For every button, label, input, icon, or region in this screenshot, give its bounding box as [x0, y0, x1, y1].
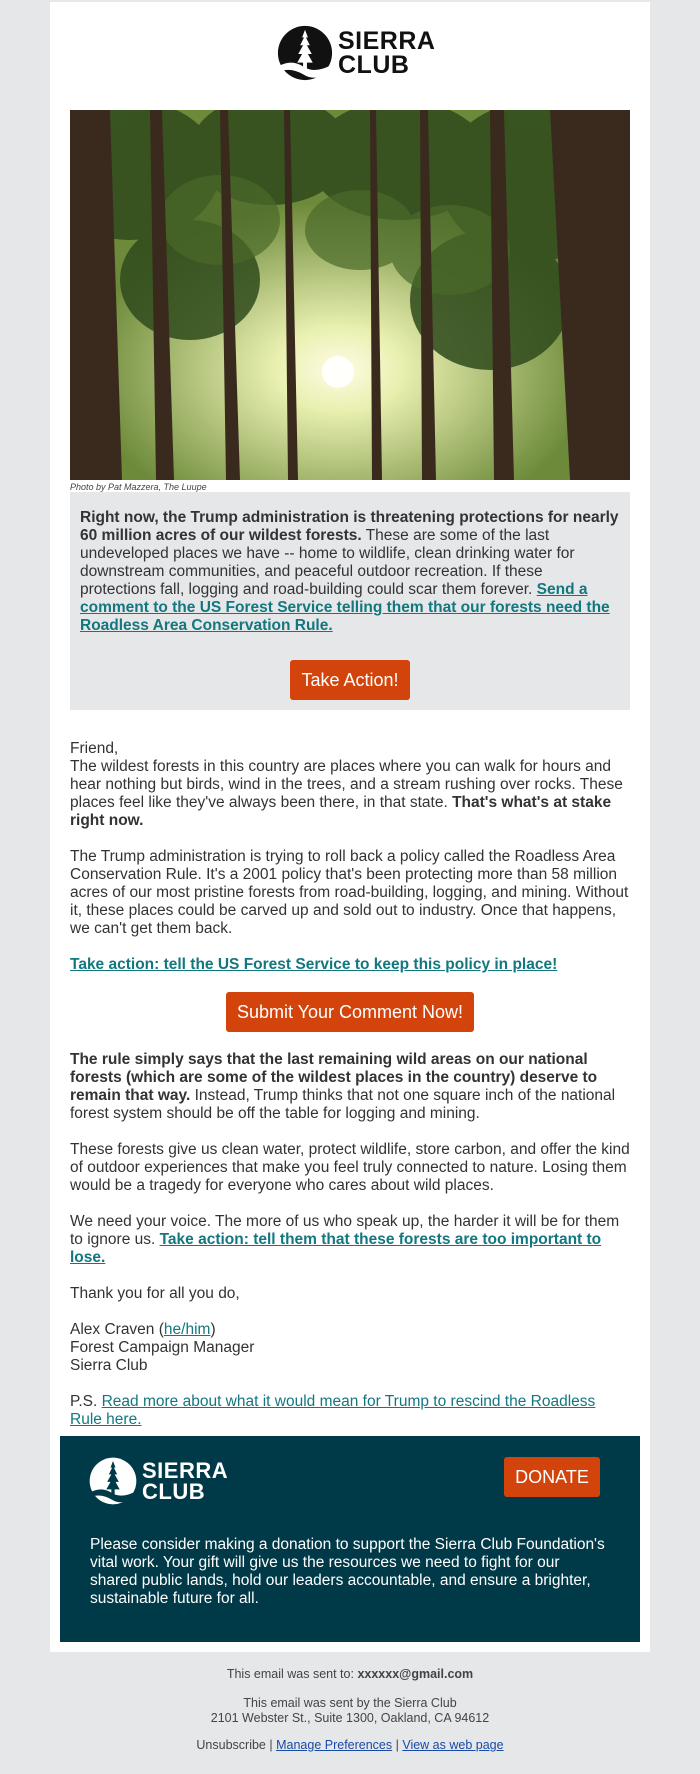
forests-important-link[interactable]: Take action: tell them that these forests are too important to lose. — [70, 1231, 602, 1266]
pronoun-link[interactable]: he/him — [163, 1321, 211, 1338]
sierra-club-logo[interactable] — [276, 24, 436, 82]
donation-appeal-text: Please consider making a donation to support the Sierra Club Foundation's vital work. Your gift will give us the resources we need to fight for our shared public lands, hold our leaders accountable, and ensure a brighter, sustainable future for all. — [90, 1536, 605, 1607]
donate-button[interactable]: DONATE — [504, 1457, 600, 1497]
body-paragraph-2: The Trump administration is trying to roll back a policy called the Roadless Area Conservation Rule. It's a 2001 policy that's been protecting more than 58 million acres of our most pristine forests from road-building, logging, and mining. Without it, these places could be carved up and sold out to industry. Once that happens, we can't get them back. — [70, 848, 629, 937]
cta-paragraph — [70, 956, 630, 974]
email-body — [70, 740, 630, 1447]
photo-caption: Photo by Pat Mazzera, The Luupe — [70, 482, 207, 492]
callout-paragraph — [80, 509, 620, 635]
email-links: Unsubscribe | Manage Preferences | View as web page — [196, 1738, 504, 1752]
callout-comment-link[interactable]: Send a comment to the US Forest Service telling them that our forests need the Roadless Area Conservation Rule. — [80, 581, 610, 634]
sender-address: 2101 Webster St., Suite 1300, Oakland, CA 94612 — [210, 1711, 490, 1725]
callout-text: These are some of the last undeveloped places we have -- home to wildlife, clean drinking water for downstream communities, and peaceful outdoor recreation. If these protections fall, logging and road-building could scar them forever. — [80, 527, 575, 598]
footer-sierra-club-logo[interactable] — [88, 1456, 228, 1506]
ps-paragraph: P.S. Read more about what it would mean for Trump to rescind the Roadless Rule here. — [70, 1393, 596, 1428]
footer-tree-logo-icon — [88, 1456, 138, 1506]
read-more-link[interactable]: Read more about what it would mean for Trump to rescind the Roadless Rule here. — [70, 1393, 596, 1428]
signature-block: Alex Craven (he/him) Forest Campaign Manager Sierra Club — [70, 1321, 255, 1374]
sent-to-line: This email was sent to: xxxxxx@gmail.com — [226, 1667, 474, 1681]
recipient-email: xxxxxx@gmail.com — [357, 1667, 474, 1681]
callout-bold-intro: Right now, the Trump administration is threatening protections for nearly 60 million acres of our wildest forests. — [80, 509, 619, 544]
submit-button-wrap — [70, 992, 630, 1032]
keep-policy-link[interactable]: Take action: tell the US Forest Service to keep this policy in place! — [70, 956, 558, 973]
body-paragraph-4: These forests give us clean water, protect wildlife, store carbon, and offer the kind of outdoor experiences that make you feel truly connected to nature. Losing them would be a tragedy for everyone who cares about wild places. — [70, 1141, 630, 1194]
signer-title: Forest Campaign Manager — [70, 1339, 255, 1356]
signer-org: Sierra Club — [70, 1357, 148, 1374]
tree-logo-icon — [276, 24, 334, 82]
logo-wordmark: SIERRA CLUB — [338, 27, 436, 79]
footer-logo-wordmark: SIERRA CLUB — [142, 1458, 229, 1504]
submit-comment-button[interactable]: Submit Your Comment Now! — [226, 992, 474, 1032]
email-container — [50, 2, 650, 1652]
body-paragraph-5: We need your voice. The more of us who speak up, the harder it will be for them to ignore us. Take action: tell them that these forests are too important to lose. — [70, 1213, 620, 1266]
body-paragraph-1: The wildest forests in this country are places where you can walk for hours and hear nothing but birds, wind in the trees, and a stream rushing over rocks. These places feel like they've always been there, in that state. That's what's at stake right now. — [70, 758, 623, 829]
donation-panel — [60, 1436, 640, 1642]
callout-box — [70, 492, 630, 710]
greeting: Friend, — [70, 740, 119, 757]
unsubscribe-link[interactable]: Unsubscribe — [196, 1738, 266, 1752]
thanks-line: Thank you for all you do, — [70, 1285, 240, 1302]
manage-preferences-link[interactable]: Manage Preferences — [276, 1738, 393, 1752]
take-action-button[interactable]: Take Action! — [290, 660, 410, 700]
body-paragraph-3: The rule simply says that the last remaining wild areas on our national forests (which are some of the wildest places in the country) deserve to remain that way. Instead, Trump thinks that not one square inch of the national forest system should be off the table for logging and mining. — [70, 1051, 616, 1122]
hero-forest-image — [70, 110, 630, 480]
view-web-page-link[interactable]: View as web page — [402, 1738, 504, 1752]
sender-info: This email was sent by the Sierra Club 2101 Webster St., Suite 1300, Oakland, CA 94612 — [210, 1696, 490, 1725]
